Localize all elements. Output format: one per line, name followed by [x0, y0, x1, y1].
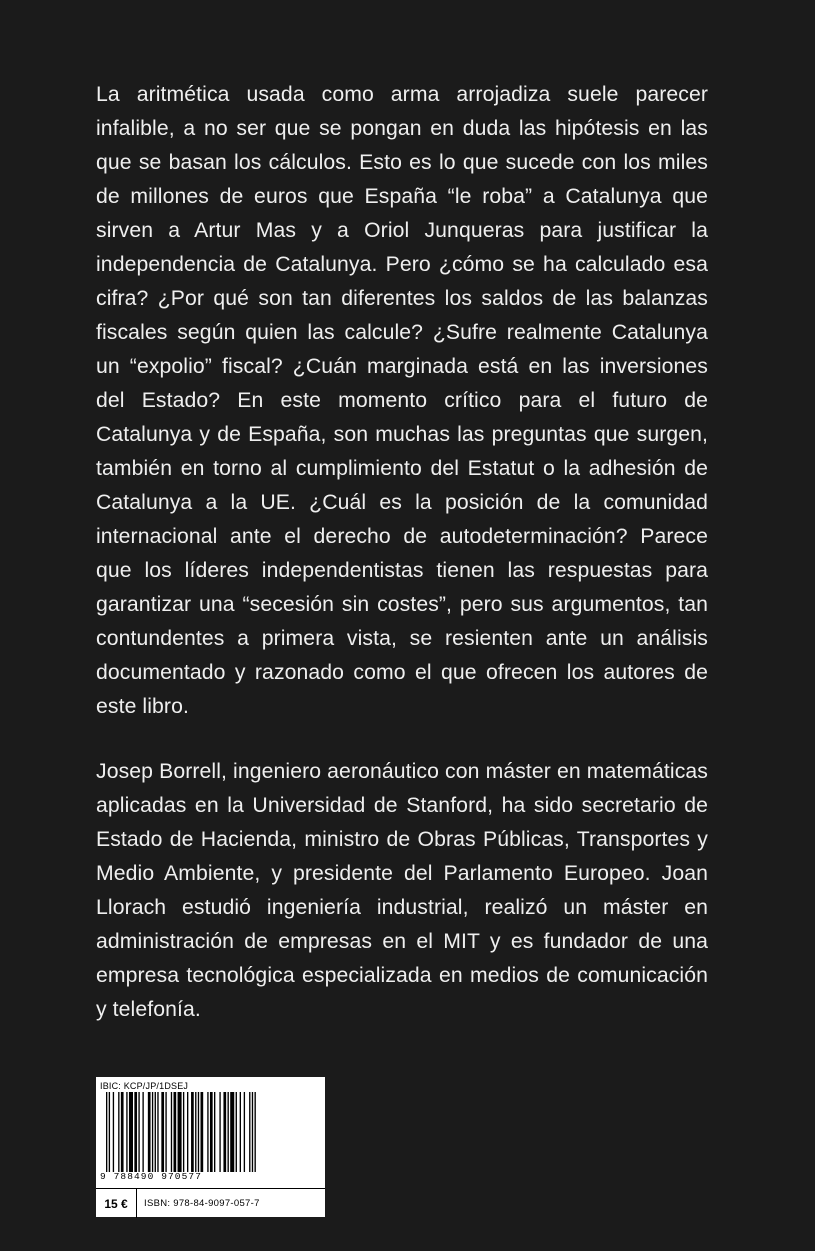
barcode-label — [96, 1077, 325, 1217]
price-label: 15 € — [96, 1189, 137, 1218]
synopsis-paragraph: La aritmética usada como arma arrojadiza suele parecer infalible, a no ser que se pongan en duda las hipótesis en las que se basan los cálculos. Esto es lo que sucede con los miles de millones de euros que España “le roba” a Catalunya que sirven a Artur Mas y a Oriol Junqueras para justificar la independencia de Catalunya. Pero ¿cómo se ha calculado esa cifra? ¿Por qué son tan diferentes los saldos de las balanzas fiscales según quien las calcule? ¿Sufre realmente Catalunya un “expolio” fiscal? ¿Cuán marginada está en las inversiones del Estado? En este momento crítico para el futuro de Catalunya y de España, son muchas las preguntas que surgen, también en torno al cumplimiento del Estatut o la adhesión de Catalunya a la UE. ¿Cuál es la posición de la comunidad internacional ante el derecho de autodeterminación? Parece que los líderes independentistas tienen las respuestas para garantizar una “secesión sin costes”, pero sus argumentos, tan contundentes a primera vista, se resienten ante un análisis documentado y razonado como el que ofrecen los autores de este libro. — [96, 83, 708, 718]
ean-barcode — [106, 1092, 315, 1172]
back-cover-text — [96, 78, 708, 1027]
price-isbn-row — [96, 1188, 325, 1218]
ibic-code: IBIC: KCP/JP/1DSEJ — [100, 1081, 189, 1091]
ean-digits: 9 788490 970577 — [100, 1171, 203, 1182]
isbn-label: ISBN: 978-84-9097-057-7 — [144, 1198, 260, 1209]
authors-bio-paragraph: Josep Borrell, ingeniero aeronáutico con máster en matemáticas aplicadas en la Universidad de Stanford, ha sido secretario de Estado de Hacienda, ministro de Obras Públicas, Transportes y Medio Ambiente, y presidente del Parlamento Europeo. Joan Llorach estudió ingeniería industrial, realizó un máster en administración de empresas en el MIT y es fundador de una empresa tecnológica especializada en medios de comunicación y telefonía. — [96, 760, 708, 1021]
